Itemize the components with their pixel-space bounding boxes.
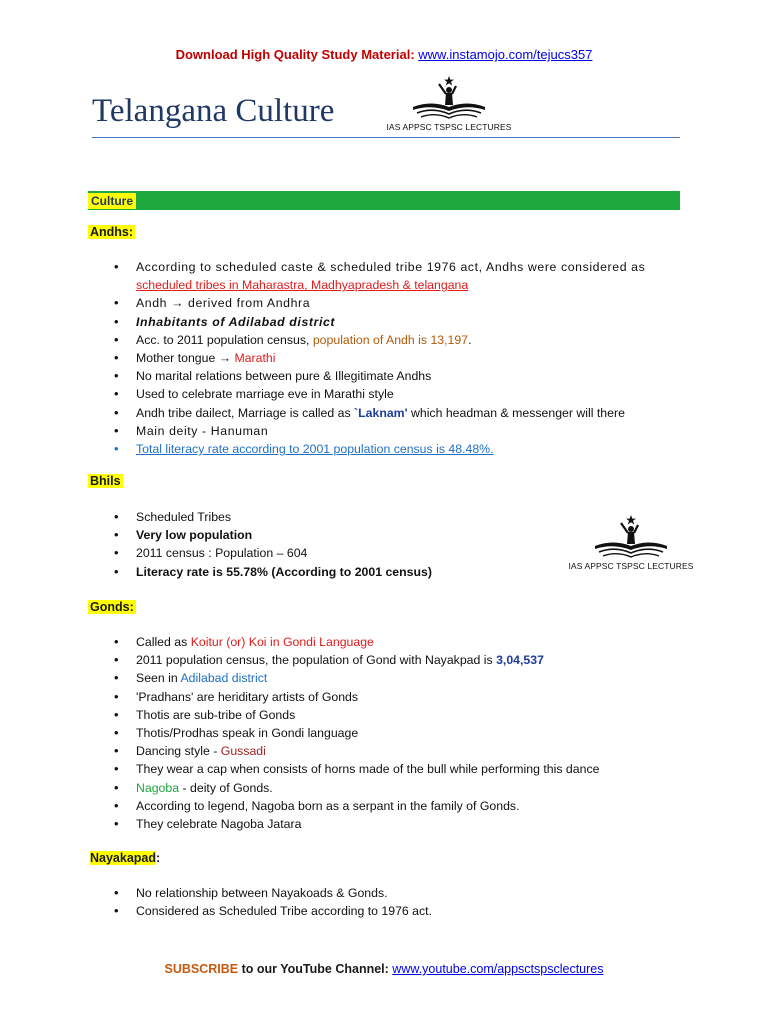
- list-item: • 2011 census : Population – 604: [112, 544, 542, 562]
- list-item: • No marital relations between pure & Illegitimate Andhs: [112, 367, 692, 385]
- list-item: • Thotis/Prodhas speak in Gondi language: [112, 724, 692, 742]
- subscribe-label: SUBSCRIBE: [164, 962, 239, 976]
- heading-bhils: Bhils: [90, 474, 121, 488]
- logo: [384, 74, 514, 132]
- list-item: • Literacy rate is 55.78% (According to 2001 census): [112, 563, 542, 581]
- heading-nayakapad-suffix: :: [156, 851, 161, 865]
- list-item: • Dancing style - Gussadi: [112, 742, 692, 760]
- list-item: • According to scheduled caste & scheduled tribe 1976 act, Andhs were considered as scheduled tribes in Maharastra, Madhyapradesh & telangana: [112, 258, 692, 294]
- footer-text: to our YouTube Channel:: [241, 962, 389, 976]
- title-rule: [92, 137, 680, 138]
- andhs-list: [112, 258, 692, 458]
- bhils-list: [112, 508, 542, 581]
- book-scholar-icon: [409, 74, 489, 122]
- list-item: • Considered as Scheduled Tribe according to 1976 act.: [112, 902, 692, 920]
- list-item: • Thotis are sub-tribe of Gonds: [112, 706, 692, 724]
- list-item: • Used to celebrate marriage eve in Marathi style: [112, 385, 692, 403]
- list-item: • Scheduled Tribes: [112, 508, 542, 526]
- list-item: • Nagoba - deity of Gonds.: [112, 779, 692, 797]
- list-item: • No relationship between Nayakoads & Gonds.: [112, 884, 692, 902]
- list-item: • Very low population: [112, 526, 542, 544]
- youtube-link[interactable]: www.youtube.com/appsctspsclectures: [392, 962, 604, 976]
- list-item: • Inhabitants of Adilabad district: [112, 313, 692, 331]
- logo-caption: IAS APPSC TSPSC LECTURES: [386, 122, 512, 132]
- heading-nayakapad: [88, 851, 162, 865]
- gonds-list: [112, 633, 692, 833]
- list-item: • Acc. to 2011 population census, population of Andh is 13,197.: [112, 331, 692, 349]
- list-item: • Andh tribe dailect, Marriage is called as `Laknam' which headman & messenger will there: [112, 404, 692, 422]
- download-label: Download High Quality Study Material:: [175, 47, 415, 62]
- section-bar-label: Culture: [88, 193, 136, 209]
- nayakapad-list: [112, 884, 692, 920]
- download-banner: [0, 47, 768, 62]
- list-item: • Mother tongue → Marathi: [112, 349, 692, 367]
- section-bar: [88, 191, 680, 210]
- list-item: • Andh → derived from Andhra: [112, 294, 692, 312]
- page-title: Telangana Culture: [92, 93, 335, 129]
- list-item: • Main deity - Hanuman: [112, 422, 692, 440]
- list-item: • According to legend, Nagoba born as a serpant in the family of Gonds.: [112, 797, 692, 815]
- list-item: • They wear a cap when consists of horns made of the bull while performing this dance: [112, 760, 692, 778]
- list-item: • 2011 population census, the population of Gond with Nayakpad is 3,04,537: [112, 651, 692, 669]
- heading-nayakapad-label: Nayakapad: [90, 851, 157, 865]
- list-item: • Total literacy rate according to 2001 population census is 48.48%.: [112, 440, 692, 458]
- book-scholar-icon: [591, 513, 671, 561]
- logo-caption: IAS APPSC TSPSC LECTURES: [568, 561, 694, 571]
- list-item: • Called as Koitur (or) Koi in Gondi Language: [112, 633, 692, 651]
- list-item: • 'Pradhans' are heriditary artists of Gonds: [112, 688, 692, 706]
- list-item: • They celebrate Nagoba Jatara: [112, 815, 692, 833]
- subscribe-footer: [0, 962, 768, 976]
- download-link[interactable]: www.instamojo.com/tejucs357: [418, 47, 593, 62]
- heading-andhs: Andhs:: [90, 225, 134, 239]
- heading-gonds: Gonds:: [90, 600, 134, 614]
- logo-secondary: [566, 513, 696, 571]
- list-item: • Seen in Adilabad district: [112, 669, 692, 687]
